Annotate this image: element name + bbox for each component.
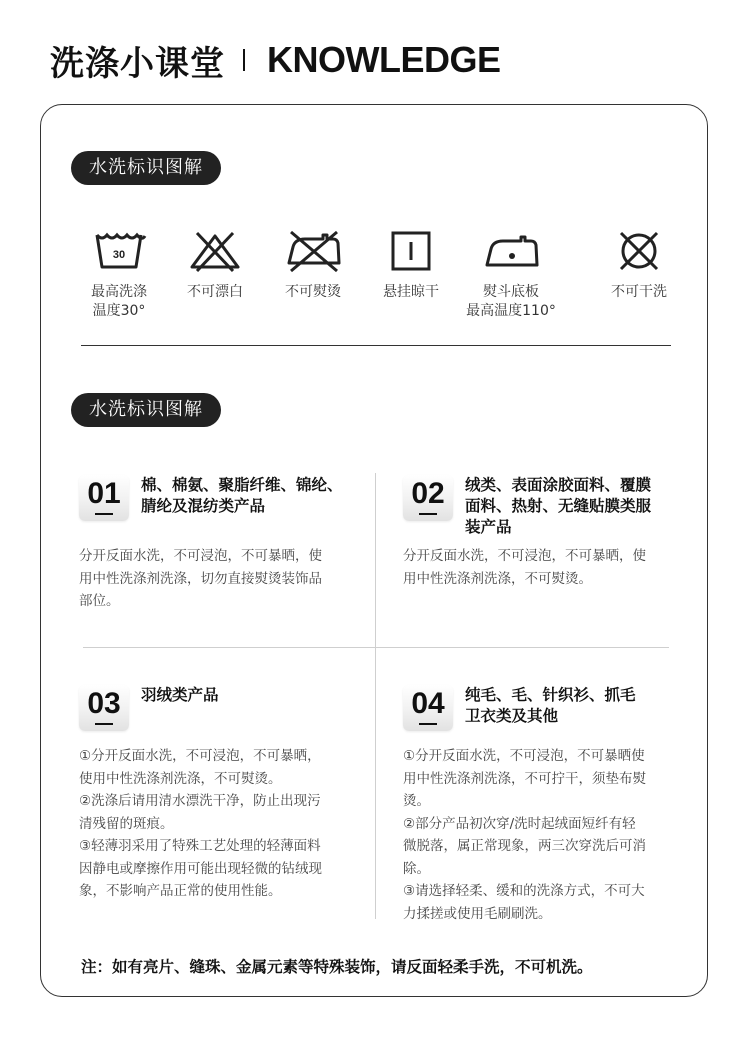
wash-temp-text: 30 (112, 249, 126, 261)
page-title-english: KNOWLEDGE (267, 39, 501, 80)
section-divider (81, 345, 671, 346)
no-dryclean-icon (613, 229, 665, 273)
symbol-label: 不可干洗 (611, 284, 667, 300)
wash-30-icon (91, 229, 147, 273)
care-item-title: 棉、棉氨、聚脂纤维、锦纶、 腈纶及混纺类产品 (141, 476, 343, 515)
section-label-categories: 水洗标识图解 (71, 393, 221, 427)
symbol-label: 不可漂白 (187, 284, 243, 300)
symbol-iron-110 (461, 229, 561, 321)
care-item-body: ①分开反面水洗，不可浸泡，不可暴晒， 使用中性洗涤剂洗涤，不可熨烫。 ②洗涤后请用清水漂洗干净，防止出现污 清残留的斑痕。 ③轻薄羽采用了特殊工艺处理的轻薄面料 因静电或摩擦作用可能出现轻微的钻绒现 象，不影响产品正常的使用性能。 (79, 748, 322, 899)
symbol-label: 最高洗涤 温度30° (91, 284, 147, 319)
care-symbol-row (69, 229, 689, 329)
care-item-title: 绒类、表面涂胶面料、覆膜 面料、热射、无缝贴膜类服 装产品 (465, 476, 652, 536)
no-bleach-icon (185, 229, 245, 273)
symbol-no-iron (263, 229, 363, 302)
care-item-body: 分开反面水洗，不可浸泡，不可暴晒，使 用中性洗涤剂洗涤，不可熨烫。 (403, 548, 646, 587)
iron-110-icon (481, 229, 541, 273)
page-header (50, 36, 501, 84)
care-item-title: 羽绒类产品 (141, 686, 219, 704)
page-title: 洗涤小课堂 (50, 43, 225, 84)
no-iron-icon (283, 229, 343, 273)
footnote: 注：如有亮片、缝珠、金属元素等特殊装饰，请反面轻柔手洗，不可机洗。 (81, 958, 593, 976)
symbol-no-dryclean (589, 229, 689, 302)
symbol-label: 悬挂晾干 (383, 284, 439, 300)
grid-horizontal-divider (83, 647, 669, 648)
symbol-label: 不可熨烫 (285, 284, 341, 300)
grid-vertical-divider (375, 473, 376, 919)
symbol-hang-dry (361, 229, 461, 302)
number-badge: 02 (403, 475, 453, 521)
care-item-body: ①分开反面水洗，不可浸泡，不可暴晒使 用中性洗涤剂洗涤，不可拧干，须垫布熨 烫。 ②部分产品初次穿/洗时起绒面短纤有轻 微脱落，属正常现象，两三次穿洗后可消 除。 ③请选择轻柔、缓和的洗涤方式，不可大 力揉搓或使用毛刷刷洗。 (403, 748, 646, 922)
section-label-symbols: 水洗标识图解 (71, 151, 221, 185)
care-card (40, 104, 708, 997)
hang-dry-icon (387, 229, 435, 273)
symbol-wash-30 (69, 229, 169, 321)
symbol-no-bleach (165, 229, 265, 302)
symbol-label: 熨斗底板 最高温度110° (466, 284, 556, 319)
number-badge: 01 (79, 475, 129, 521)
number-badge: 03 (79, 685, 129, 731)
care-item-body: 分开反面水洗，不可浸泡，不可暴晒，使 用中性洗涤剂洗涤，切勿直接熨烫装饰品 部位。 (79, 548, 322, 609)
care-item-title: 纯毛、毛、针织衫、抓毛 卫衣类及其他 (465, 686, 636, 725)
number-badge: 04 (403, 685, 453, 731)
title-separator (243, 49, 245, 71)
